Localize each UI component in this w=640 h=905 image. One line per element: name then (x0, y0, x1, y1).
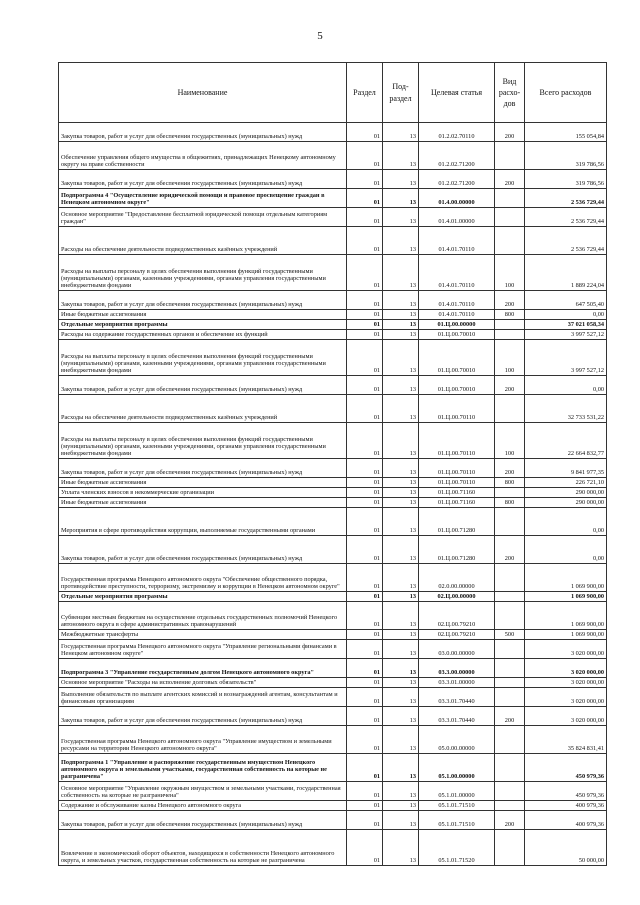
cell-vid (495, 678, 525, 688)
cell-podrazdel: 13 (383, 678, 419, 688)
table-row (59, 310, 607, 320)
table-row (59, 340, 607, 376)
table-row (59, 395, 607, 423)
cell-podrazdel: 13 (383, 376, 419, 395)
cell-podrazdel: 13 (383, 227, 419, 255)
cell-statya: 01.2.02.70110 (419, 123, 495, 142)
cell-name: Государственная программа Ненецкого автономного округа "Обеспечение общественного порядка, противодействие преступности, терроризму, экстремизму и коррупции в Ненецком автономном округе" (59, 564, 347, 592)
cell-total: 2 536 729,44 (525, 208, 607, 227)
cell-statya: 05.1.01.71510 (419, 811, 495, 830)
cell-statya: 05.1.01.71520 (419, 830, 495, 866)
cell-vid (495, 395, 525, 423)
table-row (59, 255, 607, 291)
cell-razdel: 01 (347, 189, 383, 208)
table-row (59, 227, 607, 255)
cell-total: 155 054,84 (525, 123, 607, 142)
cell-vid (495, 726, 525, 754)
cell-name: Субвенции местным бюджетам на осуществление отдельных государственных полномочий Ненецкого автономного округа в сфере административных правонарушений (59, 602, 347, 630)
cell-statya: 01.4.01.70110 (419, 227, 495, 255)
cell-statya: 03.3.00.00000 (419, 659, 495, 678)
cell-statya: 01.Ц.00.70010 (419, 340, 495, 376)
cell-name: Отдельные мероприятия программы (59, 592, 347, 602)
cell-statya: 01.2.02.71200 (419, 170, 495, 189)
cell-total: 1 889 224,04 (525, 255, 607, 291)
cell-statya: 01.4.00.00000 (419, 189, 495, 208)
cell-podrazdel: 13 (383, 498, 419, 508)
cell-vid (495, 782, 525, 801)
table-row (59, 564, 607, 592)
cell-total: 319 786,56 (525, 142, 607, 170)
table-row (59, 508, 607, 536)
cell-name: Расходы на выплаты персоналу в целях обеспечения выполнения функций государственными (муниципальными) органами, казенными учреждениями, органами управления государственными внебюджетными фондами (59, 340, 347, 376)
cell-vid: 200 (495, 707, 525, 726)
cell-total: 0,00 (525, 376, 607, 395)
cell-total: 50 000,00 (525, 830, 607, 866)
table-row (59, 707, 607, 726)
cell-vid: 100 (495, 423, 525, 459)
table-row (59, 478, 607, 488)
cell-vid (495, 189, 525, 208)
cell-razdel: 01 (347, 330, 383, 340)
cell-total: 1 069 900,00 (525, 592, 607, 602)
cell-podrazdel: 13 (383, 395, 419, 423)
cell-razdel: 01 (347, 123, 383, 142)
cell-razdel: 01 (347, 830, 383, 866)
cell-name: Иные бюджетные ассигнования (59, 310, 347, 320)
table-row (59, 754, 607, 782)
table-row (59, 726, 607, 754)
cell-vid: 200 (495, 291, 525, 310)
cell-podrazdel: 13 (383, 592, 419, 602)
table-row (59, 459, 607, 478)
cell-razdel: 01 (347, 423, 383, 459)
cell-vid: 200 (495, 123, 525, 142)
cell-statya: 01.Ц.00.70010 (419, 330, 495, 340)
cell-statya: 01.2.02.71200 (419, 142, 495, 170)
table-row (59, 602, 607, 630)
cell-statya: 05.1.01.71510 (419, 801, 495, 811)
cell-podrazdel: 13 (383, 508, 419, 536)
table-row (59, 536, 607, 564)
cell-razdel: 01 (347, 640, 383, 659)
cell-name: Государственная программа Ненецкого автономного округа "Управление имуществом и земельными ресурсами на территории Ненецкого автономного округа" (59, 726, 347, 754)
cell-statya: 01.Ц.00.70110 (419, 459, 495, 478)
cell-vid (495, 142, 525, 170)
cell-vid: 100 (495, 255, 525, 291)
cell-vid (495, 508, 525, 536)
cell-vid: 800 (495, 478, 525, 488)
cell-statya: 03.0.00.00000 (419, 640, 495, 659)
cell-razdel: 01 (347, 630, 383, 640)
cell-name: Расходы на содержание государственных органов и обеспечение их функций (59, 330, 347, 340)
cell-podrazdel: 13 (383, 488, 419, 498)
cell-podrazdel: 13 (383, 423, 419, 459)
cell-name: Закупка товаров, работ и услуг для обеспечения государственных (муниципальных) нужд (59, 811, 347, 830)
cell-name: Отдельные мероприятия программы (59, 320, 347, 330)
cell-razdel: 01 (347, 320, 383, 330)
cell-total: 1 069 900,00 (525, 630, 607, 640)
cell-podrazdel: 13 (383, 536, 419, 564)
cell-name: Закупка товаров, работ и услуг для обеспечения государственных (муниципальных) нужд (59, 536, 347, 564)
cell-razdel: 01 (347, 142, 383, 170)
cell-name: Закупка товаров, работ и услуг для обеспечения государственных (муниципальных) нужд (59, 459, 347, 478)
cell-statya: 01.Ц.00.70110 (419, 423, 495, 459)
cell-vid (495, 320, 525, 330)
cell-statya: 01.4.01.70110 (419, 310, 495, 320)
cell-vid: 100 (495, 340, 525, 376)
cell-vid (495, 602, 525, 630)
cell-total: 9 841 977,35 (525, 459, 607, 478)
header-total: Всего расходов (525, 63, 607, 123)
cell-podrazdel: 13 (383, 830, 419, 866)
table-row (59, 688, 607, 707)
cell-vid: 200 (495, 376, 525, 395)
cell-total: 32 733 531,22 (525, 395, 607, 423)
cell-total: 3 997 527,12 (525, 330, 607, 340)
table-row (59, 678, 607, 688)
cell-podrazdel: 13 (383, 330, 419, 340)
header-name: Наименование (59, 63, 347, 123)
cell-name: Содержание и обслуживание казны Ненецкого автономного округа (59, 801, 347, 811)
cell-razdel: 01 (347, 678, 383, 688)
cell-podrazdel: 13 (383, 255, 419, 291)
cell-name: Подпрограмма 1 "Управление и распоряжение государственным имуществом Ненецкого автономного округа и земельными участками, государственная собственность на которые не разграничена" (59, 754, 347, 782)
cell-name: Мероприятия в сфере противодействия коррупции, выполняемые государственными органами (59, 508, 347, 536)
cell-razdel: 01 (347, 170, 383, 189)
cell-podrazdel: 13 (383, 291, 419, 310)
table-row (59, 330, 607, 340)
cell-total: 0,00 (525, 310, 607, 320)
cell-name: Закупка товаров, работ и услуг для обеспечения государственных (муниципальных) нужд (59, 291, 347, 310)
cell-razdel: 01 (347, 659, 383, 678)
table-row (59, 592, 607, 602)
cell-total: 226 721,10 (525, 478, 607, 488)
cell-name: Подпрограмма 3 "Управление государственным долгом Ненецкого автономного округа" (59, 659, 347, 678)
cell-name: Расходы на выплаты персоналу в целях обеспечения выполнения функций государственными (муниципальными) органами, казенными учреждениями, органами управления государственными внебюджетными фондами (59, 255, 347, 291)
cell-name: Вовлечение в экономический оборот объектов, находящихся в собственности Ненецкого автономного округа, и земельных участков, государственная собственность на которые не разграничена (59, 830, 347, 866)
cell-total: 0,00 (525, 536, 607, 564)
cell-total: 290 000,00 (525, 488, 607, 498)
cell-podrazdel: 13 (383, 340, 419, 376)
cell-total: 3 020 000,00 (525, 707, 607, 726)
cell-vid: 800 (495, 498, 525, 508)
cell-total: 3 020 000,00 (525, 678, 607, 688)
header-podrazdel: Под-раздел (383, 63, 419, 123)
cell-vid (495, 208, 525, 227)
cell-vid (495, 488, 525, 498)
cell-total: 2 536 729,44 (525, 227, 607, 255)
budget-table (58, 62, 607, 866)
cell-total: 1 069 900,00 (525, 564, 607, 592)
table-row (59, 189, 607, 208)
cell-podrazdel: 13 (383, 564, 419, 592)
cell-vid (495, 592, 525, 602)
cell-total: 400 979,36 (525, 811, 607, 830)
cell-total: 647 505,40 (525, 291, 607, 310)
cell-razdel: 01 (347, 536, 383, 564)
cell-name: Расходы на обеспечение деятельности подведомственных казённых учреждений (59, 395, 347, 423)
cell-podrazdel: 13 (383, 726, 419, 754)
cell-podrazdel: 13 (383, 320, 419, 330)
cell-name: Основное мероприятие "Предоставление бесплатной юридической помощи отдельным категориям граждан" (59, 208, 347, 227)
cell-total: 35 824 831,41 (525, 726, 607, 754)
page-number: 5 (317, 30, 323, 42)
table-row (59, 423, 607, 459)
cell-vid (495, 688, 525, 707)
cell-razdel: 01 (347, 754, 383, 782)
cell-podrazdel: 13 (383, 123, 419, 142)
cell-podrazdel: 13 (383, 640, 419, 659)
cell-total: 450 979,36 (525, 782, 607, 801)
cell-vid: 800 (495, 310, 525, 320)
cell-name: Уплата членских взносов в некоммерческие организации (59, 488, 347, 498)
cell-podrazdel: 13 (383, 754, 419, 782)
table-row (59, 208, 607, 227)
cell-name: Основное мероприятие "Управление окружным имуществом и земельными участками, государственная собственность на которые не разграничена" (59, 782, 347, 801)
cell-name: Закупка товаров, работ и услуг для обеспечения государственных (муниципальных) нужд (59, 170, 347, 189)
cell-statya: 01.Ц.00.71160 (419, 498, 495, 508)
cell-total: 400 979,36 (525, 801, 607, 811)
cell-vid (495, 227, 525, 255)
table-row (59, 801, 607, 811)
cell-vid (495, 801, 525, 811)
cell-total: 22 664 832,77 (525, 423, 607, 459)
cell-name: Иные бюджетные ассигнования (59, 478, 347, 488)
cell-name: Закупка товаров, работ и услуг для обеспечения государственных (муниципальных) нужд (59, 123, 347, 142)
cell-statya: 02.Ц.00.79210 (419, 602, 495, 630)
cell-razdel: 01 (347, 782, 383, 801)
cell-total: 319 786,56 (525, 170, 607, 189)
cell-statya: 02.Ц.00.00000 (419, 592, 495, 602)
cell-podrazdel: 13 (383, 630, 419, 640)
header-statya: Целевая статья (419, 63, 495, 123)
cell-razdel: 01 (347, 340, 383, 376)
table-body (59, 123, 607, 866)
cell-name: Закупка товаров, работ и услуг для обеспечения государственных (муниципальных) нужд (59, 707, 347, 726)
cell-name: Расходы на выплаты персоналу в целях обеспечения выполнения функций государственными (муниципальными) органами, казенными учреждениями, органами управления государственными внебюджетными фондами (59, 423, 347, 459)
table-row (59, 291, 607, 310)
cell-podrazdel: 13 (383, 688, 419, 707)
cell-razdel: 01 (347, 255, 383, 291)
cell-name: Иные бюджетные ассигнования (59, 498, 347, 508)
cell-statya: 05.0.00.00000 (419, 726, 495, 754)
cell-vid: 200 (495, 459, 525, 478)
cell-razdel: 01 (347, 488, 383, 498)
cell-name: Расходы на обеспечение деятельности подведомственных казённых учреждений (59, 227, 347, 255)
cell-razdel: 01 (347, 310, 383, 320)
cell-total: 37 021 058,34 (525, 320, 607, 330)
cell-name: Закупка товаров, работ и услуг для обеспечения государственных (муниципальных) нужд (59, 376, 347, 395)
cell-razdel: 01 (347, 459, 383, 478)
cell-podrazdel: 13 (383, 659, 419, 678)
cell-razdel: 01 (347, 376, 383, 395)
cell-razdel: 01 (347, 564, 383, 592)
cell-total: 2 536 729,44 (525, 189, 607, 208)
cell-razdel: 01 (347, 811, 383, 830)
cell-total: 3 997 527,12 (525, 340, 607, 376)
cell-podrazdel: 13 (383, 142, 419, 170)
cell-statya: 03.3.01.70440 (419, 688, 495, 707)
cell-podrazdel: 13 (383, 459, 419, 478)
cell-razdel: 01 (347, 227, 383, 255)
cell-razdel: 01 (347, 508, 383, 536)
header-razdel: Раздел (347, 63, 383, 123)
cell-razdel: 01 (347, 602, 383, 630)
cell-name: Основное мероприятие "Расходы на исполнение долговых обязательств" (59, 678, 347, 688)
table-header-row (59, 63, 607, 123)
cell-vid (495, 640, 525, 659)
cell-name: Подпрограмма 4 "Осуществление юридической помощи и правовое просвещение граждан в Ненецком автономном округе" (59, 189, 347, 208)
cell-statya: 01.4.01.70110 (419, 255, 495, 291)
cell-statya: 05.1.01.00000 (419, 782, 495, 801)
cell-podrazdel: 13 (383, 811, 419, 830)
table-row (59, 811, 607, 830)
cell-podrazdel: 13 (383, 310, 419, 320)
cell-vid: 200 (495, 536, 525, 564)
cell-total: 3 020 000,00 (525, 640, 607, 659)
header-vid: Вид расхо-дов (495, 63, 525, 123)
cell-razdel: 01 (347, 395, 383, 423)
cell-total: 1 069 900,00 (525, 602, 607, 630)
table-row (59, 488, 607, 498)
cell-name: Обеспечение управления общего имущества в общежитиях, принадлежащих Ненецкому автономному округу на праве собственности (59, 142, 347, 170)
cell-razdel: 01 (347, 478, 383, 488)
cell-statya: 05.1.00.00000 (419, 754, 495, 782)
cell-razdel: 01 (347, 801, 383, 811)
table-row (59, 142, 607, 170)
cell-statya: 01.Ц.00.70010 (419, 376, 495, 395)
table-row (59, 659, 607, 678)
cell-name: Межбюджетные трансферты (59, 630, 347, 640)
cell-vid (495, 659, 525, 678)
table-row (59, 376, 607, 395)
cell-vid: 200 (495, 170, 525, 189)
cell-statya: 02.Ц.00.79210 (419, 630, 495, 640)
table-row (59, 170, 607, 189)
table-row (59, 630, 607, 640)
cell-statya: 01.4.01.00000 (419, 208, 495, 227)
cell-statya: 03.3.01.00000 (419, 678, 495, 688)
cell-statya: 01.Ц.00.71160 (419, 488, 495, 498)
cell-podrazdel: 13 (383, 189, 419, 208)
cell-vid (495, 564, 525, 592)
table-row (59, 640, 607, 659)
cell-podrazdel: 13 (383, 478, 419, 488)
cell-vid (495, 330, 525, 340)
cell-name: Выполнение обязательств по выплате агентских комиссий и вознаграждений агентам, консультантам и финансовым организациям (59, 688, 347, 707)
cell-podrazdel: 13 (383, 170, 419, 189)
cell-total: 450 979,36 (525, 754, 607, 782)
cell-statya: 03.3.01.70440 (419, 707, 495, 726)
cell-podrazdel: 13 (383, 801, 419, 811)
cell-razdel: 01 (347, 707, 383, 726)
cell-total: 0,00 (525, 508, 607, 536)
cell-podrazdel: 13 (383, 602, 419, 630)
cell-total: 290 000,00 (525, 498, 607, 508)
cell-name: Государственная программа Ненецкого автономного округа "Управление региональными финансами в Ненецком автономном округе" (59, 640, 347, 659)
cell-total: 3 020 000,00 (525, 659, 607, 678)
table-row (59, 498, 607, 508)
cell-statya: 01.Ц.00.70110 (419, 395, 495, 423)
cell-razdel: 01 (347, 208, 383, 227)
cell-podrazdel: 13 (383, 208, 419, 227)
cell-razdel: 01 (347, 726, 383, 754)
table-row (59, 830, 607, 866)
cell-statya: 01.Ц.00.70110 (419, 478, 495, 488)
table-row (59, 123, 607, 142)
cell-razdel: 01 (347, 291, 383, 310)
cell-podrazdel: 13 (383, 707, 419, 726)
cell-statya: 01.Ц.00.71280 (419, 536, 495, 564)
cell-vid: 500 (495, 630, 525, 640)
cell-statya: 01.Ц.00.71280 (419, 508, 495, 536)
cell-vid (495, 830, 525, 866)
cell-total: 3 020 000,00 (525, 688, 607, 707)
cell-statya: 01.4.01.70110 (419, 291, 495, 310)
cell-statya: 01.Ц.00.00000 (419, 320, 495, 330)
cell-razdel: 01 (347, 688, 383, 707)
table-row (59, 782, 607, 801)
cell-vid (495, 754, 525, 782)
cell-razdel: 01 (347, 498, 383, 508)
cell-statya: 02.0.00.00000 (419, 564, 495, 592)
cell-vid: 200 (495, 811, 525, 830)
cell-podrazdel: 13 (383, 782, 419, 801)
cell-razdel: 01 (347, 592, 383, 602)
table-row (59, 320, 607, 330)
